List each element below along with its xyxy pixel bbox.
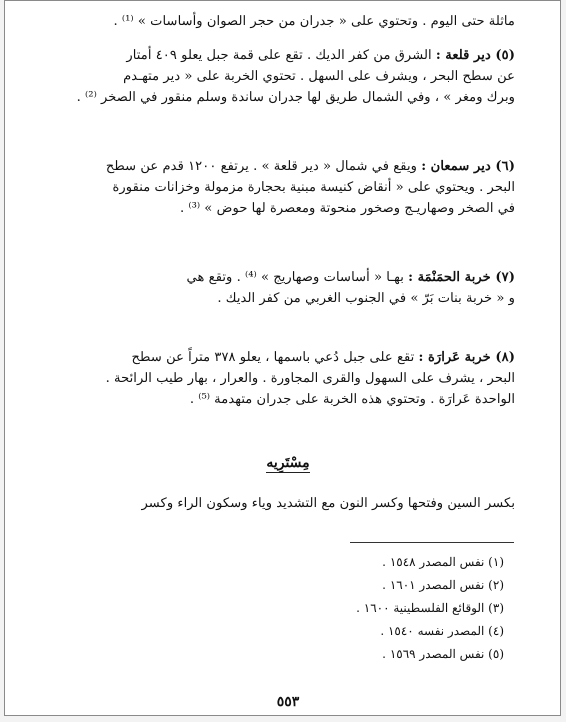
section-heading bbox=[235, 453, 341, 473]
text-line: البحر . ويحتوي على « أنقاض كنيسة مبنية بحجارة مزمولة وخزانات منقورة bbox=[112, 180, 515, 195]
footnote: (٣) الوقائع الفلسطينية ١٦٠٠ . bbox=[356, 601, 504, 615]
footnote: (١) نفس المصدر ١٥٤٨ . bbox=[382, 555, 504, 569]
footnote-divider bbox=[350, 542, 514, 543]
footnote: (٤) المصدر نفسه ١٥٤٠ . bbox=[380, 624, 504, 638]
text-line: ماثلة حتى اليوم . وتحتوي على « جدران من حجر الصوان وأساسات » ⁽¹⁾ . bbox=[113, 14, 515, 29]
text-run: بهـا « أساسات وصهاريج » ⁽⁴⁾ . وتقع هي bbox=[186, 270, 409, 285]
page-number: ٥٥٣ bbox=[276, 694, 300, 710]
text-line: في الصخر وصهاريـج وصخور منحوتة ومعصرة لها حوض » ⁽³⁾ . bbox=[179, 201, 515, 216]
footnote: (٢) نفس المصدر ١٦٠١ . bbox=[382, 578, 504, 592]
paragraph-khirbet-hamamah bbox=[61, 267, 515, 309]
text-line: وبرك ومغر » ، وفي الشمال طريق لها جدران ساندة وسلم منقور في الصخر ⁽²⁾ . bbox=[76, 90, 515, 105]
text-line: عن سطح البحر ، ويشرف على السهل . تحتوي الخربة على « دير متهـدم bbox=[123, 69, 515, 84]
section-heading-text: مِسْتَرِيه bbox=[266, 455, 310, 471]
text-line: بكسر السين وفتحها وكسر النون مع التشديد وياء وسكون الراء وكسر bbox=[141, 496, 515, 511]
text-line bbox=[61, 156, 515, 177]
footnote: (٥) نفس المصدر ١٥٦٩ . bbox=[382, 647, 504, 661]
text-line bbox=[61, 45, 515, 66]
entry-heading: (٦) دير سمعان : bbox=[421, 159, 515, 174]
text-line bbox=[61, 347, 515, 368]
paragraph-deir-samaan bbox=[61, 156, 515, 219]
paragraph-khirbet-arara bbox=[61, 347, 515, 410]
paragraph-continuation bbox=[61, 11, 515, 32]
entry-heading: (٧) خربة الحمَنْمَة : bbox=[408, 270, 515, 285]
text-line bbox=[61, 267, 515, 288]
text-run: ويقع في شمال « دير قلعة » . يرتفع ١٢٠٠ قدم عن سطح bbox=[105, 159, 422, 174]
entry-heading: (٨) خربة عَرارَة : bbox=[418, 350, 515, 365]
text-line: الواحدة عَرارَة . وتحتوي هذه الخربة على جدران متهدمة ⁽⁵⁾ . bbox=[189, 392, 515, 407]
paragraph-deir-qalaa bbox=[61, 45, 515, 108]
footnotes bbox=[314, 551, 504, 666]
text-run: الشرق من كفر الديك . تقع على قمة جبل يعلو ٤٠٩ أمتار bbox=[126, 48, 436, 63]
text-run: تقع على جبل دُعي باسمها ، يعلو ٣٧٨ متراً عن سطح bbox=[131, 350, 419, 365]
page bbox=[4, 0, 561, 716]
text-line: و « خربة بنات بَرّ » في الجنوب الغربي من كفر الديك . bbox=[217, 291, 515, 306]
text-line: البحر ، يشرف على السهول والقرى المجاورة . والعرار ، بهار طيب الرائحة . bbox=[105, 371, 515, 386]
paragraph-section-body bbox=[61, 493, 515, 514]
entry-heading: (٥) دير قلعة : bbox=[435, 48, 515, 63]
